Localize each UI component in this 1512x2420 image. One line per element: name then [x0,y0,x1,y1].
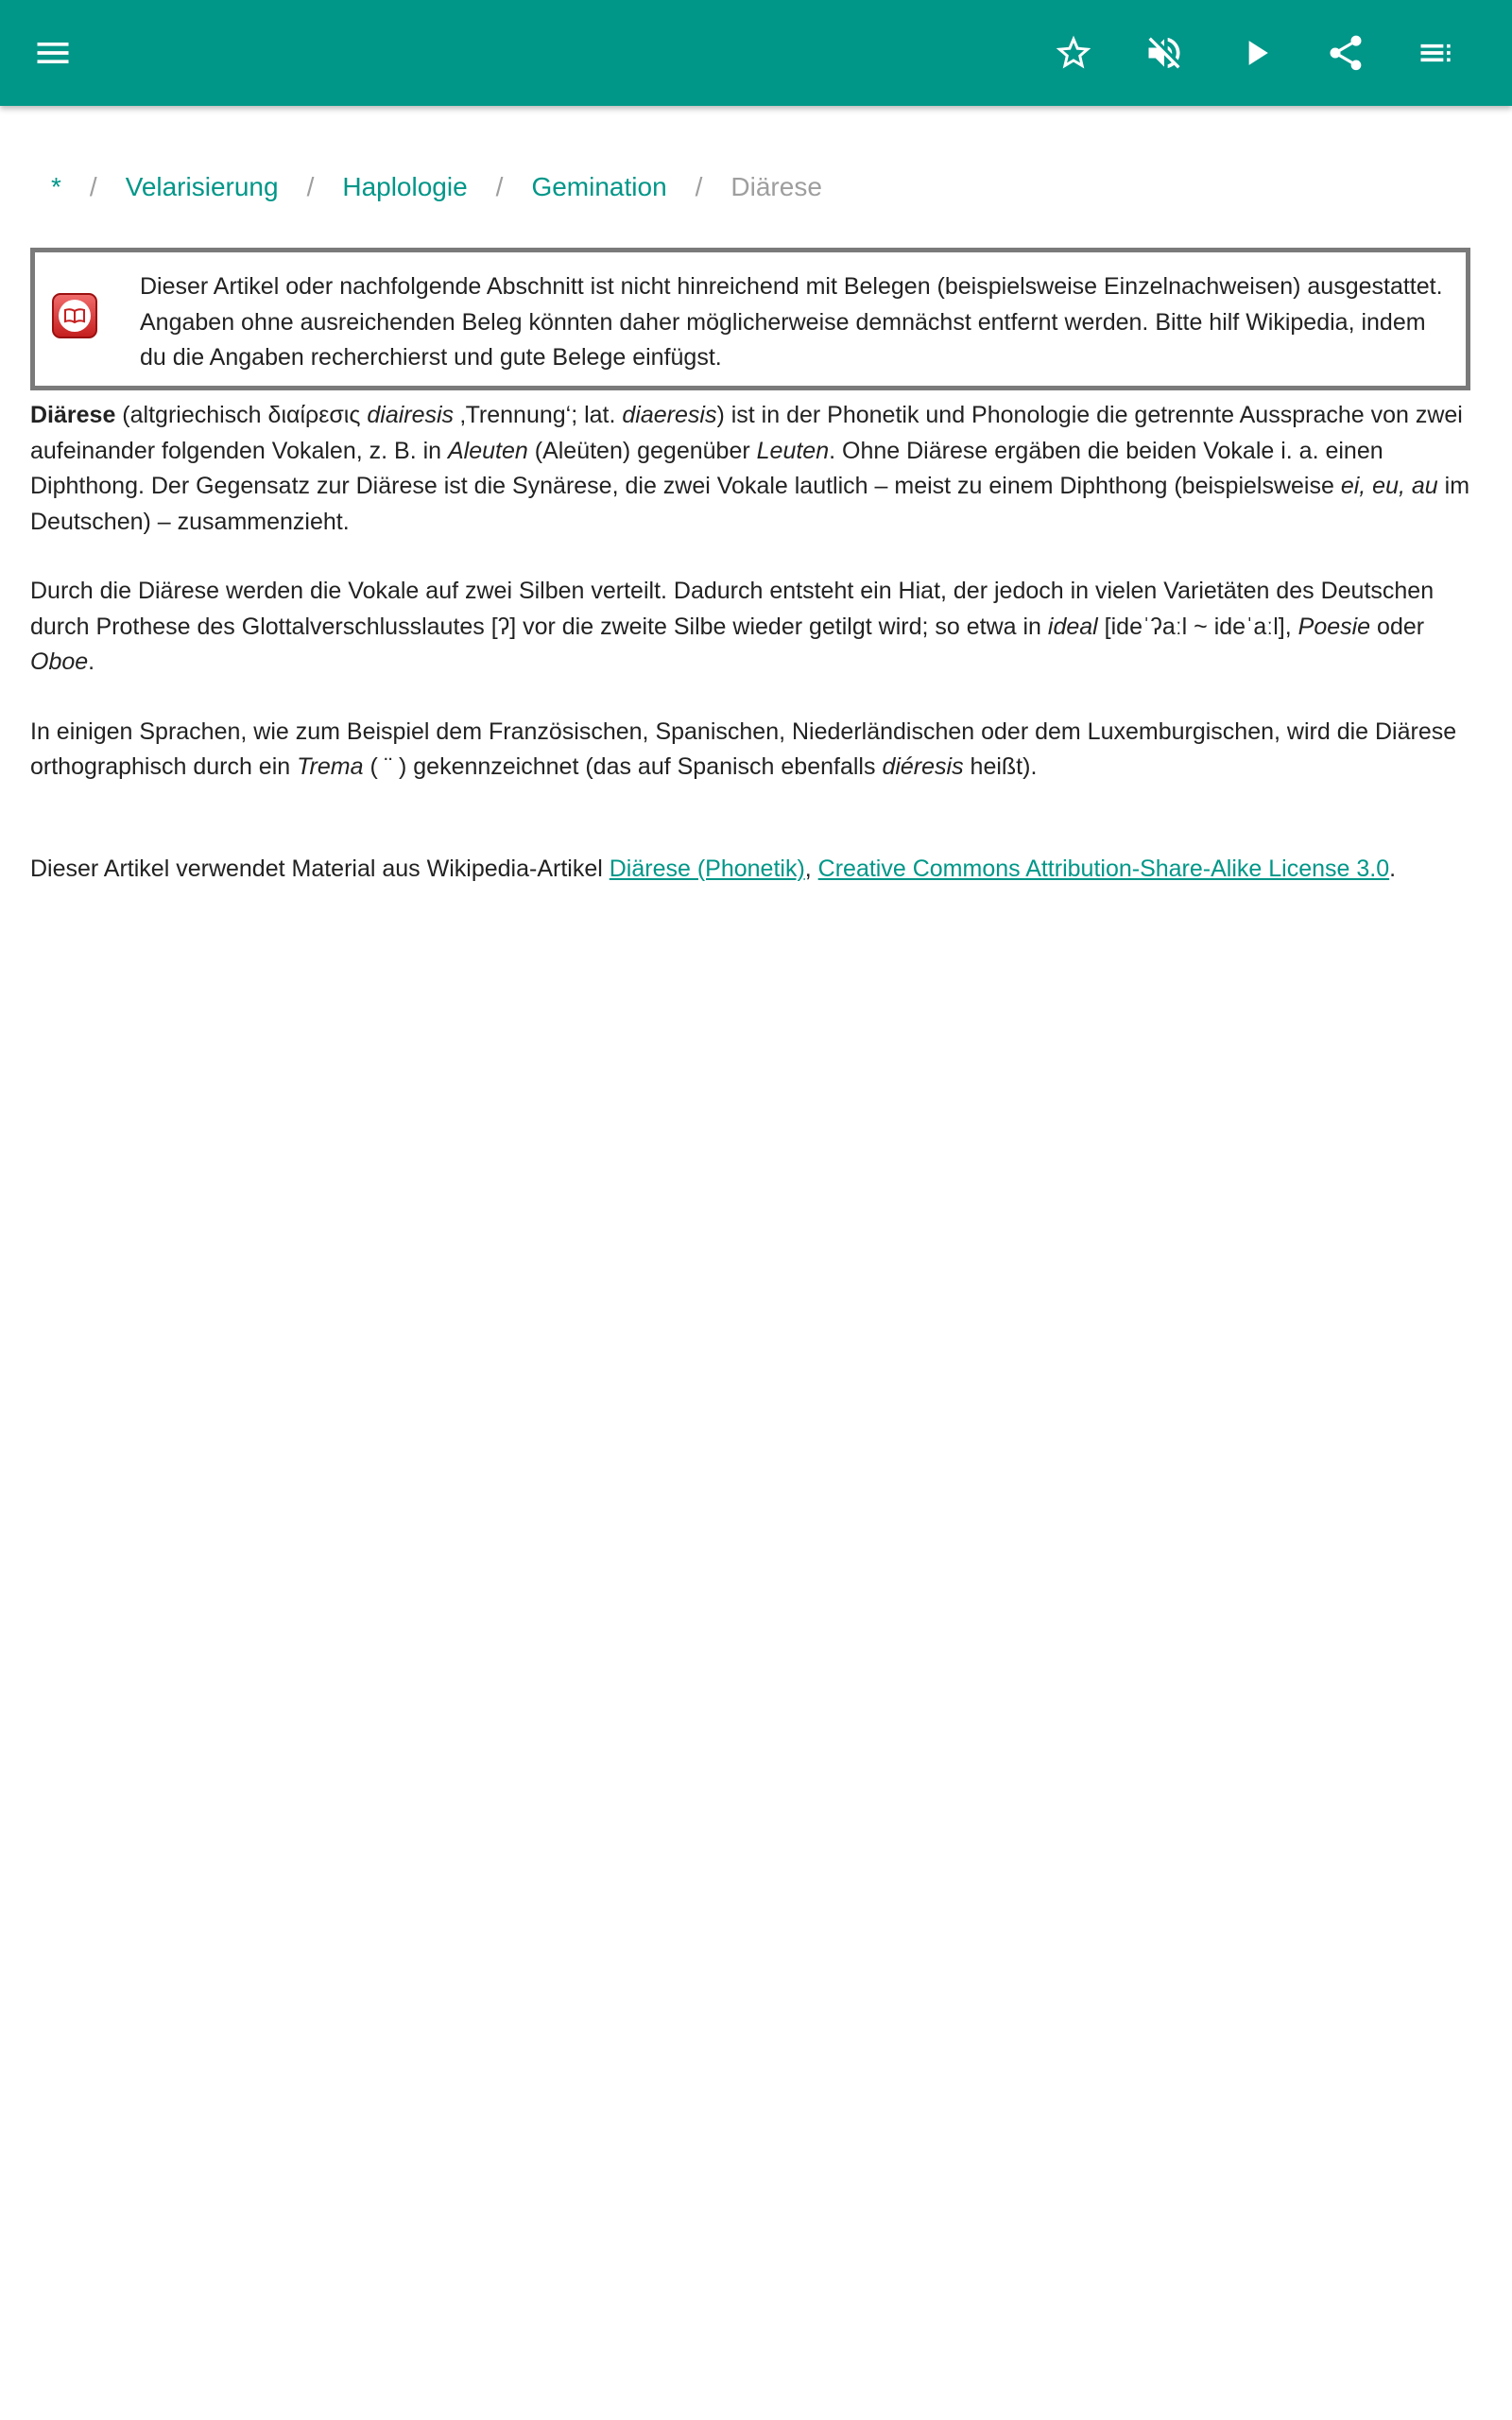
italic-term: Poesie [1297,613,1371,640]
star-outline-icon [1053,32,1094,74]
attribution-prefix: Dieser Artikel verwendet Material aus Wikipedia-Artikel [30,855,610,882]
article-term: Diärese [30,402,116,428]
attribution [30,852,1486,888]
breadcrumb-separator: / [306,172,315,201]
breadcrumb-item-gemination[interactable]: Gemination [531,172,667,201]
text-run: (Aleüten) gegenüber [527,437,757,464]
book-icon [52,293,97,338]
breadcrumb-item-velarisierung[interactable]: Velarisierung [125,172,279,201]
volume-off-icon [1143,32,1185,74]
text-run: ( ¨ ) gekennzeichnet (das auf Spanisch ebenfalls [363,753,883,780]
text-run: ) ist in der Phonetik und Phonologie die getrennte Aussprache von zwei aufeinander folgenden Vokalen, z. B. in [30,402,1463,464]
breadcrumb-separator: / [695,172,703,201]
breadcrumb-item-home[interactable]: * [51,172,61,201]
italic-term: diéresis [882,753,964,780]
italic-term: diaeresis [622,402,717,428]
breadcrumb-separator: / [89,172,97,201]
breadcrumb-current: Diärese [730,172,822,201]
text-run: ‚Trennung‘; lat. [454,402,623,428]
italic-term: Leuten [756,437,830,464]
license-link[interactable]: Creative Commons Attribution-Share-Alike License 3.0 [817,855,1390,882]
text-run: oder [1370,613,1425,640]
breadcrumb [51,168,822,206]
mute-button[interactable] [1130,19,1198,87]
citation-needed-notice [30,248,1470,390]
italic-term: diairesis [367,402,455,428]
attribution-separator: , [804,855,818,882]
text-run: im Deutschen) – zusammenzieht. [30,473,1470,535]
text-run: . Ohne Diärese ergäben die beiden Vokale i. a. einen Diphthong. Der Gegensatz zur Diärese ist die Synärese, die zwei Vokale lautlich – meist zu einem Diphthong (beispielsweise [30,437,1383,499]
attribution-suffix: . [1389,855,1397,882]
playlist-icon [1416,32,1457,74]
menu-icon [32,32,74,74]
article-paragraph [30,398,1486,540]
italic-term: ideal [1047,613,1098,640]
italic-term: ei, eu, au [1340,473,1438,499]
text-run: . [88,648,95,675]
text-run: In einigen Sprachen, wie zum Beispiel dem Französischen, Spanischen, Niederländischen oder dem Luxemburgischen, wird die Diärese orthographisch durch ein [30,717,1457,780]
share-icon [1325,32,1366,74]
text-run: heißt). [963,753,1038,780]
share-button[interactable] [1312,19,1380,87]
bookmark-button[interactable] [1040,19,1108,87]
text-run: [ideˈʔaːl ~ ideˈaːl], [1097,613,1298,640]
italic-term: Oboe [30,648,89,675]
italic-term: Aleuten [448,437,528,464]
article-paragraph [30,574,1486,681]
text-run: Durch die Diärese werden die Vokale auf zwei Silben verteilt. Dadurch entsteht ein Hiat, der jedoch in vielen Varietäten des Deutschen durch Prothese des Glottalverschlusslautes [ʔ] vor die zweite Silbe wieder getilgt wird; so etwa in [30,578,1435,640]
italic-term: Trema [297,753,364,780]
source-article-link[interactable]: Diärese (Phonetik) [609,855,805,882]
menu-button[interactable] [19,19,87,87]
play-icon [1235,32,1277,74]
article-paragraph [30,715,1486,786]
text-run: (altgriechisch διαίρεσις [115,402,368,428]
breadcrumb-separator: / [495,172,504,201]
play-button[interactable] [1222,19,1290,87]
app-bar [0,0,1512,106]
notice-text: Dieser Artikel oder nachfolgende Abschnitt ist nicht hinreichend mit Belegen (beispielsweise Einzelnachweisen) ausgestattet. Angaben ohne ausreichenden Beleg könnten daher möglicherweise demnächst entfernt werden. Bitte hilf Wikipedia, indem du die Angaben recherchierst und gute Belege einfügst. [140,273,1443,371]
breadcrumb-item-haplologie[interactable]: Haplologie [342,172,468,201]
article-content [30,398,1486,921]
table-of-contents-button[interactable] [1402,19,1470,87]
